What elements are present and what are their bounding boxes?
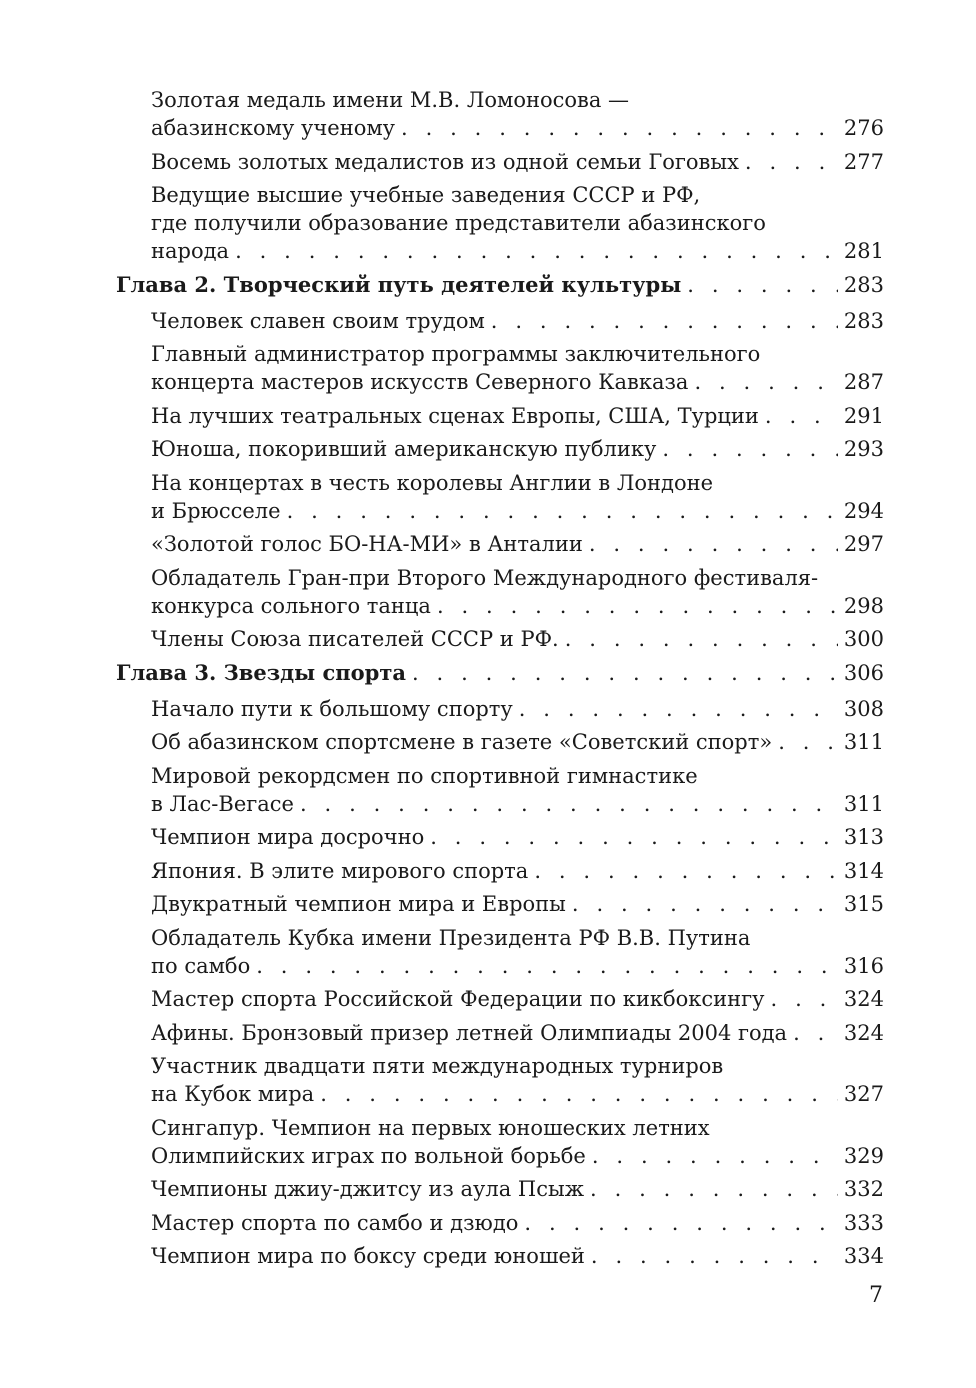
table-of-contents <box>116 86 884 1276</box>
toc-entry <box>116 402 884 430</box>
toc-entry <box>116 340 884 396</box>
toc-entry-row <box>151 148 884 176</box>
dot-leader <box>572 890 838 918</box>
dot-leader <box>592 1142 838 1170</box>
toc-entry-title-line: Мастер спорта по самбо и дзюдо <box>151 1210 519 1235</box>
toc-entry-row <box>151 985 884 1013</box>
toc-entry <box>116 1175 884 1203</box>
dot-leader <box>771 985 838 1013</box>
toc-page-number: 283 <box>843 272 884 297</box>
toc-entry-title-line: Афины. Бронзовый призер летней Олимпиады 2004 года <box>151 1020 788 1045</box>
toc-entry-title-line: и Брюсселе <box>151 498 281 523</box>
dot-leader <box>430 823 838 851</box>
dot-leader <box>590 1175 838 1203</box>
toc-entry-row <box>151 952 884 980</box>
toc-page-number: 334 <box>843 1244 884 1268</box>
dot-leader <box>687 271 838 299</box>
toc-entry-title-line: Главный администратор программы заключительного <box>151 342 761 366</box>
toc-page-number: 293 <box>843 437 884 461</box>
dot-leader <box>524 1209 837 1237</box>
toc-entry-title-line: На концертах в честь королевы Англии в Лондоне <box>151 470 714 495</box>
toc-page-number: 276 <box>843 116 884 140</box>
dot-leader <box>589 530 838 558</box>
toc-entry-row <box>151 890 884 918</box>
toc-entry-title-line: Обладатель Гран-при Второго Международного фестиваля- <box>151 565 819 590</box>
dot-leader <box>491 307 838 335</box>
toc-entry-title-line: Чемпион мира по боксу среди юношей <box>151 1244 585 1268</box>
dot-leader <box>778 728 838 756</box>
toc-entry-row <box>151 237 884 265</box>
toc-page-number: 291 <box>843 403 884 428</box>
toc-entry <box>116 435 884 463</box>
toc-entry-title-line: народа <box>151 239 230 263</box>
dot-leader <box>256 952 838 980</box>
toc-entry-title-line: где получили образование представители абазинского <box>151 211 766 235</box>
toc-entry <box>116 469 884 525</box>
page-number: 7 <box>869 1283 883 1308</box>
toc-entry-row <box>151 1242 884 1270</box>
toc-page-number: 313 <box>843 825 884 849</box>
dot-leader <box>437 592 838 620</box>
toc-page-number: 316 <box>843 953 884 978</box>
toc-entry-row <box>151 695 884 723</box>
dot-leader <box>694 368 837 396</box>
toc-entry-title-line: Глава 2. Творческий путь деятелей культуры <box>116 271 682 297</box>
toc-entry-row <box>151 530 884 558</box>
toc-entry-title-line: концерта мастеров искусств Северного Кавказа <box>151 370 689 394</box>
toc-entry <box>116 564 884 620</box>
toc-page-number: 300 <box>843 627 884 651</box>
toc-entry-row <box>116 271 884 299</box>
toc-entry-row <box>151 625 884 653</box>
toc-entry-row <box>151 1080 884 1108</box>
toc-entry <box>116 890 884 918</box>
toc-entry-title-line: Юноша, покоривший американскую публику <box>151 437 657 461</box>
toc-page-number: 324 <box>843 1020 884 1045</box>
toc-page-number: 333 <box>843 1210 884 1235</box>
toc-entry-title-line: абазинскому ученому <box>151 116 396 140</box>
toc-entry <box>116 823 884 851</box>
toc-page-number: 311 <box>843 730 884 754</box>
dot-leader <box>534 857 838 885</box>
toc-entry <box>116 307 884 335</box>
toc-entry-title-line: Мировой рекордсмен по спортивной гимнастике <box>151 763 698 788</box>
toc-entry-row <box>151 435 884 463</box>
dot-leader <box>412 659 838 687</box>
toc-entry-title-line: Чемпион мира досрочно <box>151 825 425 849</box>
toc-entry-row <box>151 114 884 142</box>
toc-entry <box>116 1209 884 1237</box>
toc-entry-row <box>151 1142 884 1170</box>
toc-page-number: 281 <box>843 239 884 263</box>
toc-entry-row <box>151 307 884 335</box>
toc-entry-title-line: Об абазинском спортсмене в газете «Советский спорт» <box>151 730 773 754</box>
toc-page-number: 306 <box>843 660 884 685</box>
toc-page-number: 294 <box>843 498 884 523</box>
toc-entry-title-line: Восемь золотых медалистов из одной семьи Гоговых <box>151 149 739 174</box>
toc-page-number: 277 <box>843 149 884 174</box>
toc-entry-title-line: На лучших театральных сценах Европы, США, Турции <box>151 403 759 428</box>
dot-leader <box>591 1242 838 1270</box>
toc-entry-title-line: Глава 3. Звезды спорта <box>116 659 406 685</box>
toc-page-number: 308 <box>843 696 884 721</box>
toc-entry-row <box>151 728 884 756</box>
toc-entry <box>116 181 884 265</box>
toc-page-number: 287 <box>843 370 884 394</box>
toc-page-number: 327 <box>843 1082 884 1106</box>
toc-entry-row <box>116 659 884 687</box>
toc-entry-row <box>151 1209 884 1237</box>
toc-entry <box>116 695 884 723</box>
toc-chapter <box>116 271 884 299</box>
toc-entry-title-line: Начало пути к большому спорту <box>151 696 513 721</box>
toc-entry-title-line: Ведущие высшие учебные заведения СССР и РФ, <box>151 183 701 207</box>
dot-leader <box>793 1019 838 1047</box>
toc-entry <box>116 924 884 980</box>
toc-entry <box>116 530 884 558</box>
toc-chapter <box>116 659 884 687</box>
dot-leader <box>300 790 838 818</box>
toc-entry-title-line: Сингапур. Чемпион на первых юношеских летних <box>151 1115 710 1140</box>
toc-entry <box>116 625 884 653</box>
toc-entry <box>116 86 884 142</box>
toc-entry-title-line: по самбо <box>151 953 251 978</box>
toc-entry <box>116 1019 884 1047</box>
toc-entry-row <box>151 1175 884 1203</box>
toc-entry-row <box>151 402 884 430</box>
toc-entry <box>116 985 884 1013</box>
toc-page-number: 329 <box>843 1143 884 1168</box>
dot-leader <box>401 114 838 142</box>
toc-entry <box>116 148 884 176</box>
toc-entry-title-line: Япония. В элите мирового спорта <box>151 858 529 883</box>
toc-page-number: 311 <box>843 791 884 816</box>
dot-leader <box>320 1080 838 1108</box>
toc-entry-row <box>151 857 884 885</box>
toc-entry-title-line: Участник двадцати пяти международных турниров <box>151 1054 724 1078</box>
toc-page-number: 315 <box>843 892 884 916</box>
toc-entry-row <box>151 592 884 620</box>
toc-page-number: 314 <box>843 858 884 883</box>
dot-leader <box>235 237 838 265</box>
toc-entry-title-line: Двукратный чемпион мира и Европы <box>151 892 566 916</box>
toc-entry-row <box>151 497 884 525</box>
toc-entry-title-line: в Лас-Вегасе <box>151 791 294 816</box>
toc-entry-title-line: «Золотой голос БО-НА-МИ» в Анталии <box>151 532 583 556</box>
dot-leader <box>565 625 838 653</box>
toc-page-number: 283 <box>843 308 884 333</box>
dot-leader <box>519 695 838 723</box>
toc-entry <box>116 762 884 818</box>
toc-entry-row <box>151 823 884 851</box>
toc-entry <box>116 1242 884 1270</box>
toc-entry <box>116 857 884 885</box>
toc-entry-title-line: на Кубок мира <box>151 1082 315 1106</box>
toc-entry-row <box>151 790 884 818</box>
toc-entry-title-line: Мастер спорта Российской Федерации по кикбоксингу <box>151 987 765 1011</box>
toc-entry <box>116 1052 884 1108</box>
toc-page-number: 332 <box>843 1177 884 1201</box>
toc-page-number: 298 <box>843 593 884 618</box>
toc-entry-row <box>151 368 884 396</box>
toc-entry <box>116 728 884 756</box>
toc-entry-title-line: конкурса сольного танца <box>151 593 431 618</box>
toc-page-number: 297 <box>843 532 884 556</box>
dot-leader <box>662 435 838 463</box>
toc-entry <box>116 1114 884 1170</box>
toc-entry-title-line: Олимпийских играх по вольной борьбе <box>151 1143 586 1168</box>
toc-entry-title-line: Члены Союза писателей СССР и РФ. <box>151 627 559 651</box>
toc-entry-title-line: Человек славен своим трудом <box>151 308 485 333</box>
dot-leader <box>765 402 838 430</box>
toc-entry-title-line: Золотая медаль имени М.В. Ломоносова — <box>151 88 630 112</box>
dot-leader <box>287 497 838 525</box>
toc-entry-title-line: Обладатель Кубка имени Президента РФ В.В. Путина <box>151 925 751 950</box>
toc-entry-title-line: Чемпионы джиу-джитсу из аула Псыж <box>151 1177 585 1201</box>
toc-entry-row <box>151 1019 884 1047</box>
dot-leader <box>745 148 838 176</box>
toc-page-number: 324 <box>843 987 884 1011</box>
